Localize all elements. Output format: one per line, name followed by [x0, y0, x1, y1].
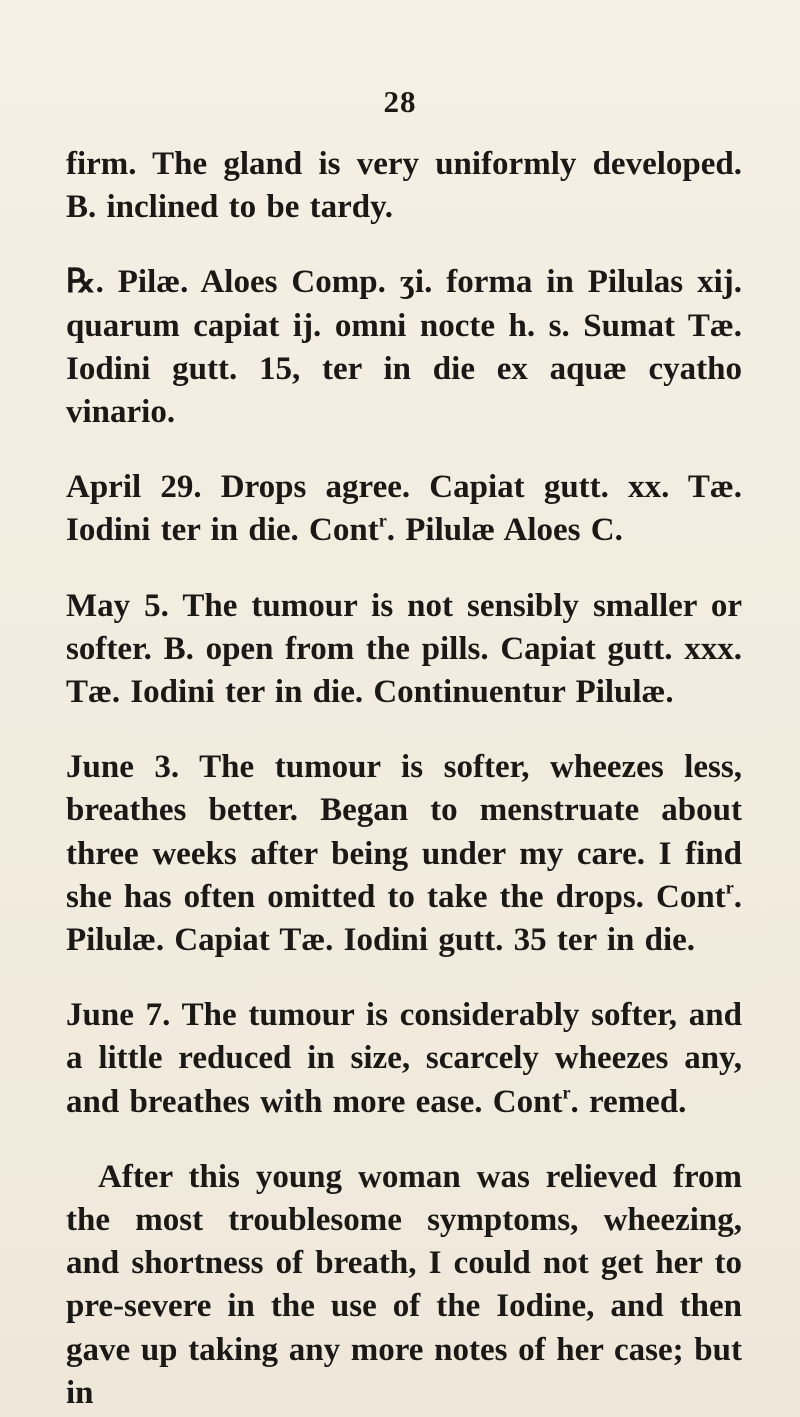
paragraph-text: firm. The gland is very uniformly developed. B. inclined to be tardy. — [66, 146, 742, 226]
paragraph-text-continued: . Pilulæ. Capiat Tæ. Iodini gutt. 35 ter in die. — [66, 878, 742, 959]
superscript-r: r — [378, 510, 387, 531]
paragraph-text-continued: . Pilulæ Aloes C. — [386, 512, 623, 549]
superscript-r: r — [725, 877, 734, 898]
paragraph-june-7 — [66, 994, 742, 1124]
paragraph-text: June 7. The tumour is considerably softer, and a little reduced in size, scarcely wheezes any, and breathes with more ease. Cont — [66, 997, 742, 1120]
page-number: 28 — [383, 84, 417, 119]
paragraph-after-this — [66, 1156, 742, 1415]
paragraph-gland-note — [66, 143, 742, 229]
paragraph-text: June 3. The tumour is softer, wheezes less, breathes better. Began to menstruate about three weeks after being under my care. I find she has often omitted to take the drops. Cont — [66, 749, 742, 915]
paragraph-prescription — [66, 261, 742, 434]
paragraph-text: After this young woman was relieved from the most troublesome symptoms, wheezing, and shortness of breath, I could not get her to pre-severe in the use of the Iodine, and then gave up taking any more notes of her case; but in — [66, 1158, 742, 1411]
paragraph-text: May 5. The tumour is not sensibly smaller or softer. B. open from the pills. Capiat gutt. xxx. Tæ. Iodini ter in die. Continuentur Pilulæ. — [66, 587, 742, 711]
paragraph-text-continued: . remed. — [570, 1083, 687, 1120]
paragraph-april-29 — [66, 466, 742, 552]
paragraph-may-5 — [66, 585, 742, 715]
superscript-r: r — [562, 1082, 571, 1103]
paragraph-june-3 — [66, 746, 742, 962]
paragraph-text: April 29. Drops agree. Capiat gutt. xx. Tæ. Iodini ter in die. Cont — [66, 469, 742, 549]
paragraph-text: ℞. Pilæ. Aloes Comp. ʒi. forma in Pilulas xij. quarum capiat ij. omni nocte h. s. Sumat Tæ. Iodini gutt. 15, ter in die ex aquæ cyatho vinario. — [66, 264, 742, 431]
page-body — [66, 143, 742, 1415]
